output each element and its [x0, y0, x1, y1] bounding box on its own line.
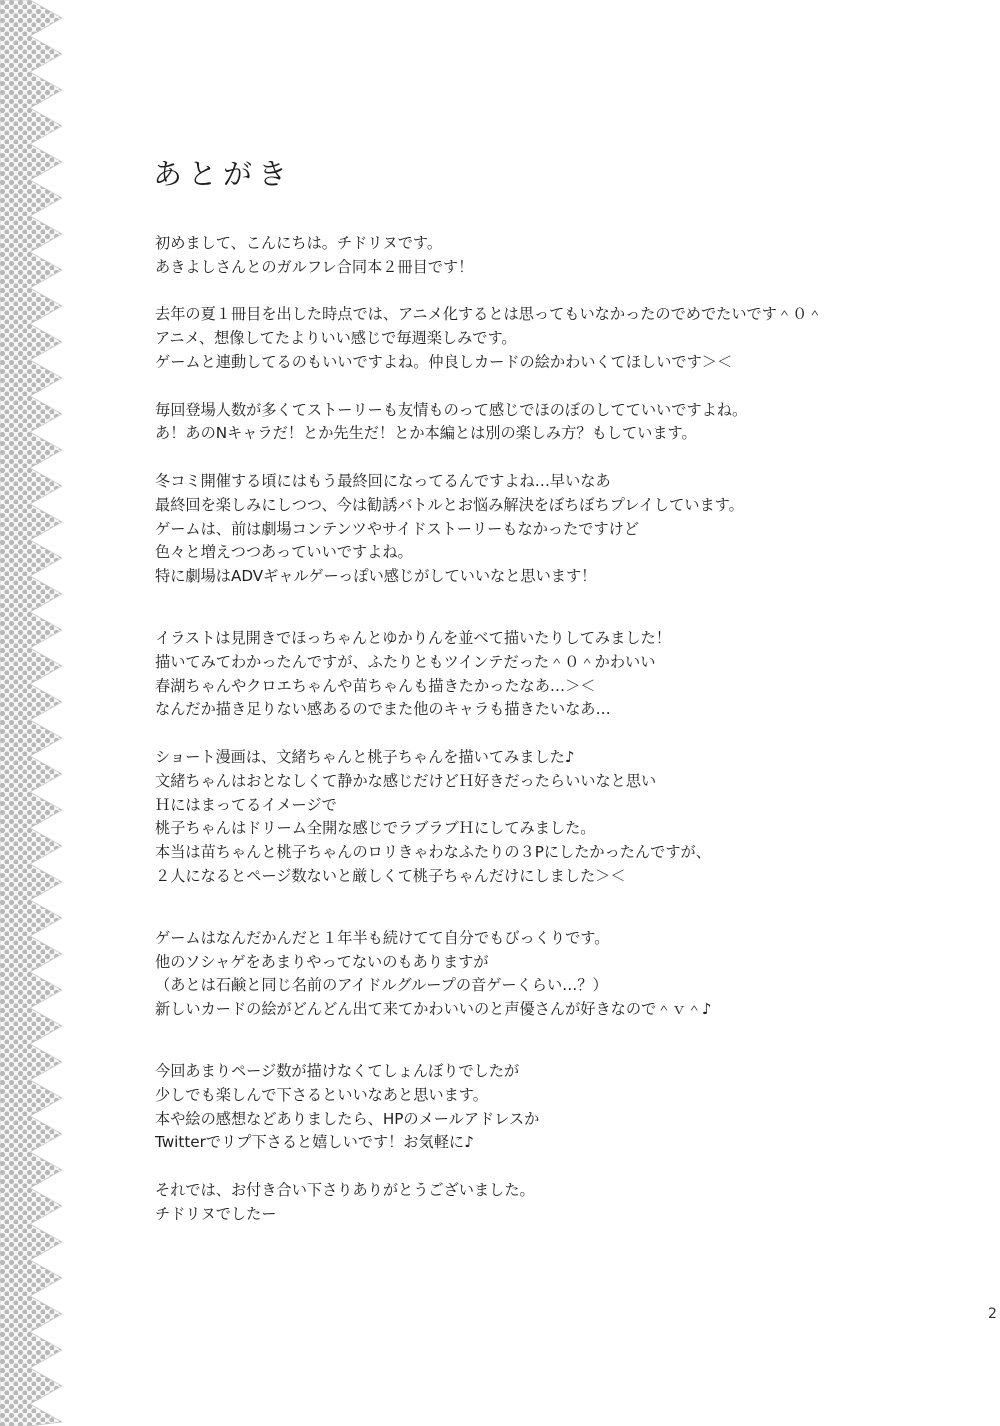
- text-line: 特に劇場はADVギャルゲーっぽい感じがしていいなと思います！: [155, 567, 597, 586]
- polka-dot-border: [0, 0, 100, 1426]
- text-line: 本や絵の感想などありましたら、HPのメールアドレスか: [155, 1109, 540, 1128]
- text-line: アニメ、想像してたよりいい感じで毎週楽しみです。: [155, 329, 517, 348]
- paragraph: [155, 627, 915, 722]
- paragraph: [155, 927, 915, 1022]
- paragraph: [155, 470, 915, 589]
- paragraph: [155, 303, 915, 374]
- text-line: あ！あのNキャラだ！とか先生だ！とか本編とは別の楽しみ方？もしています。: [155, 424, 697, 443]
- text-line: イラストは見開きでほっちゃんとゆかりんを並べて描いたりしてみました！: [155, 628, 671, 647]
- paragraph: [155, 746, 915, 889]
- paragraph: [155, 399, 915, 447]
- text-line: なんだか描き足りない感あるのでまた他のキャラも描きたいなあ…: [155, 700, 611, 719]
- text-line: 初めまして、こんにちは。チドリヌです。: [155, 234, 443, 252]
- text-line: 桃子ちゃんはドリーム全開な感じでラブラブＨにしてみました。: [155, 819, 596, 838]
- text-line: それでは、お付き合い下さりありがとうございました。: [155, 1180, 535, 1199]
- text-line: チドリヌでしたー: [155, 1204, 277, 1223]
- text-line: 新しいカードの絵がどんどん出て来てかわいいのと声優さんが好きなので＾ｖ＾♪: [155, 1000, 712, 1019]
- text-line: 本当は苗ちゃんと桃子ちゃんのロリきゃわなふたりの３Pにしたかったんですが、: [155, 843, 711, 862]
- text-line: 他のソシャゲをあまりやってないのもありますが: [155, 952, 489, 971]
- paragraph: [155, 1179, 915, 1227]
- text-line: ゲームと連動してるのもいいですよね。仲良しカードの絵かわいくてほしいです＞＜: [155, 352, 733, 371]
- text-line: 毎回登場人数が多くてストーリーも友情ものって感じでほのぼのしてていいですよね。: [155, 400, 748, 419]
- paragraph: [155, 232, 915, 280]
- text-line: ゲームは、前は劇場コンテンツやサイドストーリーもなかったですけど: [155, 519, 640, 538]
- page-number: 2: [988, 1306, 997, 1322]
- text-line: 文緒ちゃんはおとなしくて静かな感じだけどＨ好きだったらいいなと思い: [155, 771, 657, 790]
- text-line: 最終回を楽しみにしつつ、今は勧誘バトルとお悩み解決をぼちぼちプレイしています。: [155, 495, 744, 514]
- text-line: 今回あまりページ数が描けなくてしょんぼりでしたが: [155, 1061, 520, 1080]
- text-line: ２人になるとページ数ないと厳しくて桃子ちゃんだけにしました＞＜: [155, 866, 626, 885]
- afterword-body: [155, 232, 915, 1226]
- text-line: 描いてみてわかったんですが、ふたりともツインテだった＾０＾かわいい: [155, 652, 656, 671]
- text-line: ゲームはなんだかんだと１年半も続けてて自分でもびっくりです。: [155, 928, 610, 947]
- text-line: 色々と増えつつあっていいですよね。: [155, 543, 413, 562]
- text-line: （あとは石鹸と同じ名前のアイドルグループの音ゲーくらい…？）: [155, 976, 608, 995]
- paragraph: [155, 1060, 915, 1155]
- page-title: あとがき: [153, 157, 294, 191]
- text-line: あきよしさんとのガルフレ合同本２冊目です！: [155, 257, 474, 276]
- text-line: 少しでも楽しんで下さるといいなあと思います。: [155, 1085, 488, 1104]
- text-line: 冬コミ開催する頃にはもう最終回になってるんですよね…早いなあ: [155, 471, 611, 490]
- text-line: Ｈにはまってるイメージで: [155, 795, 337, 814]
- text-line: 去年の夏１冊目を出した時点では、アニメ化するとは思ってもいなかったのでめでたいです＾０＾: [155, 305, 823, 324]
- text-line: 春湖ちゃんやクロエちゃんや苗ちゃんも描きたかったなあ…＞＜: [155, 676, 596, 695]
- text-line: ショート漫画は、文緒ちゃんと桃子ちゃんを描いてみました♪: [155, 747, 575, 766]
- text-line: Twitterでリプ下さると嬉しいです！お気軽に♪: [155, 1133, 474, 1152]
